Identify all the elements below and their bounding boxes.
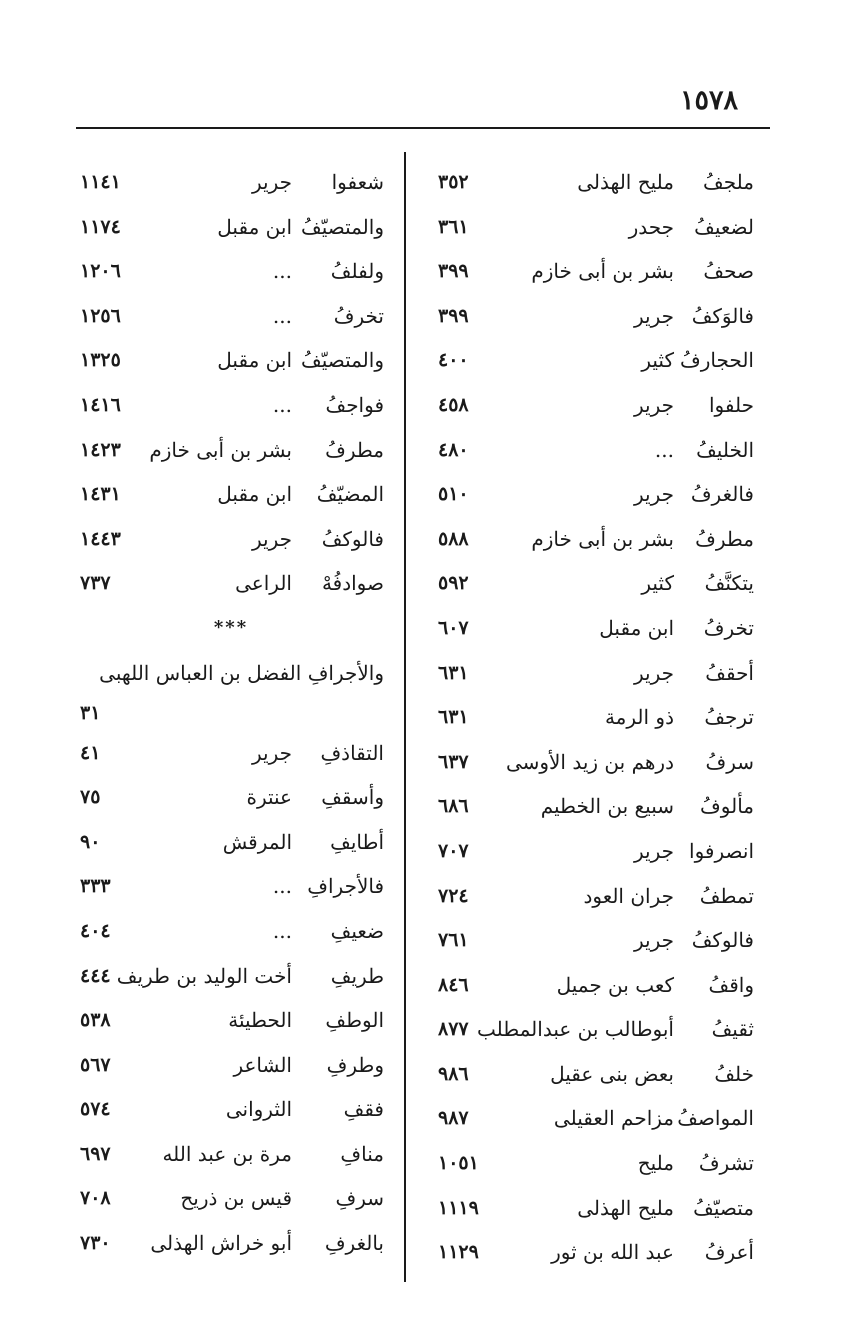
poet-name: سبيع بن الخطيم bbox=[540, 794, 674, 819]
poet-name: قيس بن ذريح bbox=[180, 1186, 292, 1211]
poet-name: الشاعر bbox=[233, 1052, 292, 1077]
index-entry bbox=[72, 956, 390, 1001]
full-line-text: والأجرافِ الفضل بن العباس اللهبى bbox=[99, 660, 384, 685]
index-entry bbox=[72, 385, 390, 430]
rhyme-word: يتكنَّفُ bbox=[704, 571, 754, 596]
poet-name: ... bbox=[654, 437, 674, 462]
page-reference: ١١٧٤ bbox=[80, 215, 121, 238]
rhyme-word: فالأجرافِ bbox=[307, 874, 384, 899]
index-entry bbox=[430, 831, 760, 876]
poet-name: جران العود bbox=[583, 883, 674, 908]
poet-name: جرير bbox=[252, 740, 292, 765]
index-entry bbox=[430, 385, 760, 430]
page-reference: ٤٠٤ bbox=[80, 919, 111, 942]
rhyme-word: شعفوا bbox=[331, 170, 384, 194]
rhyme-word: وطرفِ bbox=[326, 1052, 384, 1077]
page-reference: ٤٥٨ bbox=[438, 393, 469, 416]
poet-name: جرير bbox=[634, 303, 674, 328]
poet-name: جرير bbox=[634, 928, 674, 953]
index-entry bbox=[72, 430, 390, 475]
index-entry bbox=[72, 519, 390, 564]
page-reference: ٦٣١ bbox=[438, 661, 469, 684]
poet-name: كثير bbox=[641, 348, 674, 373]
page-reference: ٦٩٧ bbox=[80, 1142, 111, 1165]
header-rule bbox=[76, 127, 770, 129]
poet-name: المرقش bbox=[222, 829, 292, 854]
index-entry bbox=[430, 430, 760, 475]
rhyme-word: فقفِ bbox=[343, 1097, 384, 1122]
full-line-number: ٣١ bbox=[80, 701, 101, 724]
poet-name: بشر بن أبى خازم bbox=[531, 526, 674, 551]
poet-name: بشر بن أبى خازم bbox=[531, 259, 674, 284]
rhyme-word: واقفُ bbox=[708, 972, 754, 997]
index-entry bbox=[72, 1178, 390, 1223]
rhyme-word: ثقيفُ bbox=[711, 1017, 754, 1042]
rhyme-word: انصرفوا bbox=[689, 838, 754, 863]
page-reference: ٨٧٧ bbox=[438, 1018, 469, 1041]
poet-name: ... bbox=[272, 918, 292, 943]
page-reference: ٥١٠ bbox=[438, 483, 469, 506]
rhyme-word: ولفلفُ bbox=[330, 259, 384, 284]
section-separator: *** bbox=[213, 616, 249, 638]
poet-name: الثروانى bbox=[225, 1097, 292, 1122]
poet-name: ابن مقبل bbox=[217, 214, 292, 239]
index-entry bbox=[430, 1098, 760, 1143]
index-entry bbox=[72, 822, 390, 867]
poet-name: ابن مقبل bbox=[217, 482, 292, 507]
rhyme-word: فالوكفُ bbox=[691, 928, 754, 953]
index-entry bbox=[72, 1134, 390, 1179]
poet-name: درهم بن زيد الأوسى bbox=[505, 749, 674, 774]
index-entry bbox=[430, 697, 760, 742]
page-reference: ٤١ bbox=[80, 741, 101, 764]
rhyme-word: منافِ bbox=[340, 1141, 384, 1166]
page-reference: ٣٦١ bbox=[438, 215, 469, 238]
index-entry bbox=[72, 1000, 390, 1045]
page-reference: ١٤٣١ bbox=[80, 483, 121, 506]
page-reference: ٧٦١ bbox=[438, 929, 469, 952]
left-column-bottom-entries bbox=[72, 733, 390, 1268]
page-reference: ١٢٥٦ bbox=[80, 304, 121, 327]
poet-name: بعض بنى عقيل bbox=[550, 1061, 674, 1086]
page-reference: ٤٤٤ bbox=[80, 964, 111, 987]
rhyme-word: فالوَكفُ bbox=[691, 303, 754, 328]
rhyme-word: أطايفِ bbox=[330, 829, 384, 854]
page-reference: ٦٣١ bbox=[438, 706, 469, 729]
rhyme-word: ضعيفِ bbox=[330, 918, 384, 943]
index-entry bbox=[72, 911, 390, 956]
index-entry bbox=[72, 207, 390, 252]
index-entry bbox=[72, 733, 390, 778]
rhyme-word: الخليفُ bbox=[696, 437, 754, 462]
index-entry bbox=[72, 1045, 390, 1090]
index-entry bbox=[430, 1054, 760, 1099]
rhyme-word: سرفِ bbox=[335, 1186, 384, 1211]
full-line-entry bbox=[72, 653, 390, 733]
poet-name: الحطيئة bbox=[228, 1008, 292, 1033]
index-entry bbox=[430, 1009, 760, 1054]
poet-name: مزاحم العقيلى bbox=[553, 1106, 674, 1131]
rhyme-word: ملجفُ bbox=[703, 170, 754, 194]
page-reference: ٣٣٣ bbox=[80, 875, 111, 898]
poet-name: مليح الهذلى bbox=[577, 170, 674, 194]
page-reference: ١٢٠٦ bbox=[80, 260, 121, 283]
page-reference: ١٤٢٣ bbox=[80, 438, 121, 461]
rhyme-word: فالوكفُ bbox=[321, 526, 384, 551]
page-reference: ١٤٤٣ bbox=[80, 527, 121, 550]
page-reference: ٧٥ bbox=[80, 786, 101, 809]
page-reference: ٩٨٧ bbox=[438, 1107, 469, 1130]
poet-name: جرير bbox=[634, 838, 674, 863]
index-entry bbox=[72, 251, 390, 296]
poet-name: ... bbox=[272, 259, 292, 284]
poet-name: عبد الله بن ثور bbox=[551, 1240, 674, 1265]
poet-name: جرير bbox=[252, 526, 292, 551]
rhyme-word: متصيّفُ bbox=[693, 1195, 754, 1220]
rhyme-word: والمتصيّفُ bbox=[301, 348, 384, 373]
poet-name: عنترة bbox=[246, 785, 292, 810]
page-reference: ١٤١٦ bbox=[80, 393, 121, 416]
page-reference: ٧٠٧ bbox=[438, 839, 469, 862]
rhyme-word: تخرفُ bbox=[703, 615, 754, 640]
rhyme-word: بالغرفِ bbox=[324, 1231, 384, 1256]
rhyme-word: فواجفُ bbox=[325, 392, 384, 417]
index-entry bbox=[430, 207, 760, 252]
index-entry bbox=[430, 742, 760, 787]
rhyme-word: مطرفُ bbox=[695, 526, 754, 551]
poet-name: كثير bbox=[641, 571, 674, 596]
poet-name: ابن مقبل bbox=[217, 348, 292, 373]
page-reference: ٣٩٩ bbox=[438, 260, 469, 283]
page-reference: ٦٣٧ bbox=[438, 750, 469, 773]
page-reference: ٣٩٩ bbox=[438, 304, 469, 327]
rhyme-word: صوادفُهْ bbox=[321, 571, 384, 596]
page-reference: ٥٩٢ bbox=[438, 572, 469, 595]
poet-name: ذو الرمة bbox=[604, 705, 674, 730]
rhyme-word: المواصفُ bbox=[677, 1106, 754, 1131]
index-entry bbox=[430, 786, 760, 831]
index-entry bbox=[72, 777, 390, 822]
page-reference: ٩٠ bbox=[80, 830, 101, 853]
rhyme-word: صحفُ bbox=[703, 259, 754, 284]
page-reference: ٨٤٦ bbox=[438, 973, 469, 996]
index-entry bbox=[430, 920, 760, 965]
index-entry bbox=[430, 251, 760, 296]
page-reference: ٧٣٧ bbox=[80, 572, 111, 595]
index-entry bbox=[430, 340, 760, 385]
poet-name: أبو خراش الهذلى bbox=[150, 1231, 292, 1256]
index-entry bbox=[430, 474, 760, 519]
right-column bbox=[430, 162, 760, 1277]
poet-name: جرير bbox=[252, 170, 292, 194]
rhyme-word: حلفوا bbox=[709, 392, 754, 417]
index-entry bbox=[430, 563, 760, 608]
page-reference: ٥٧٤ bbox=[80, 1098, 111, 1121]
poet-name: جرير bbox=[634, 392, 674, 417]
poet-name: أبوطالب بن عبدالمطلب bbox=[476, 1017, 674, 1042]
index-entry bbox=[430, 296, 760, 341]
index-entry bbox=[72, 340, 390, 385]
rhyme-word: أعرفُ bbox=[704, 1240, 754, 1265]
rhyme-word: التقاذفِ bbox=[320, 740, 384, 765]
page-reference: ١١٤١ bbox=[80, 171, 121, 193]
page-reference: ٥٣٨ bbox=[80, 1009, 111, 1032]
page-reference: ٧٢٤ bbox=[438, 884, 469, 907]
index-entry bbox=[72, 474, 390, 519]
page-reference: ٦٨٦ bbox=[438, 795, 469, 818]
poet-name: مرة بن عبد الله bbox=[162, 1141, 292, 1166]
index-entry bbox=[430, 653, 760, 698]
rhyme-word: الوطفِ bbox=[325, 1008, 384, 1033]
page-reference: ٤٠٠ bbox=[438, 349, 469, 372]
rhyme-word: وأسقفِ bbox=[321, 785, 384, 810]
index-entry bbox=[430, 965, 760, 1010]
poet-name: مليح bbox=[637, 1151, 674, 1176]
poet-name: ابن مقبل bbox=[599, 615, 674, 640]
poet-name: كعب بن جميل bbox=[556, 972, 674, 997]
poet-name: ... bbox=[272, 874, 292, 899]
rhyme-word: فالغرفُ bbox=[690, 482, 754, 507]
poet-name: بشر بن أبى خازم bbox=[149, 437, 292, 462]
poet-name: مليح الهذلى bbox=[577, 1195, 674, 1220]
page-reference: ١١٢٩ bbox=[438, 1241, 479, 1264]
index-entry bbox=[72, 563, 390, 608]
index-entry bbox=[72, 296, 390, 341]
index-entry bbox=[72, 866, 390, 911]
rhyme-word: طريفِ bbox=[330, 963, 384, 988]
page-reference: ٥٦٧ bbox=[80, 1053, 111, 1076]
index-entry bbox=[72, 162, 390, 207]
page-reference: ٤٨٠ bbox=[438, 438, 469, 461]
page-reference: ٣٥٢ bbox=[438, 171, 469, 193]
rhyme-word: خلفُ bbox=[714, 1061, 754, 1086]
page-reference: ٧٣٠ bbox=[80, 1232, 111, 1255]
rhyme-word: مألوفُ bbox=[700, 794, 754, 819]
rhyme-word: مطرفُ bbox=[325, 437, 384, 462]
poet-name: ... bbox=[272, 392, 292, 417]
page-reference: ١١١٩ bbox=[438, 1196, 479, 1219]
rhyme-word: والمتصيّفُ bbox=[301, 214, 384, 239]
page-reference: ٧٠٨ bbox=[80, 1187, 111, 1210]
poet-name: جرير bbox=[634, 482, 674, 507]
index-entry bbox=[430, 1232, 760, 1277]
page-reference: ١٣٢٥ bbox=[80, 349, 121, 372]
index-entry bbox=[430, 1188, 760, 1233]
page-reference: ٥٨٨ bbox=[438, 527, 469, 550]
index-entry bbox=[430, 1143, 760, 1188]
rhyme-word: تشرفُ bbox=[698, 1151, 754, 1176]
rhyme-word: المضيّفُ bbox=[316, 482, 384, 507]
poet-name: جرير bbox=[634, 660, 674, 685]
poet-name: جحدر bbox=[628, 214, 674, 239]
index-entry bbox=[72, 1223, 390, 1268]
page-reference: ٩٨٦ bbox=[438, 1062, 469, 1085]
index-entry bbox=[430, 876, 760, 921]
rhyme-word: تمطفُ bbox=[699, 883, 754, 908]
left-column bbox=[72, 162, 390, 1268]
index-entry bbox=[72, 1089, 390, 1134]
index-entry bbox=[430, 608, 760, 653]
rhyme-word: تخرفُ bbox=[333, 303, 384, 328]
page-reference: ١٠٥١ bbox=[438, 1152, 479, 1175]
rhyme-word: أحقفُ bbox=[705, 660, 754, 685]
index-entry bbox=[430, 162, 760, 207]
column-divider bbox=[404, 152, 406, 1282]
left-column-top-entries bbox=[72, 162, 390, 608]
poet-name: الراعى bbox=[235, 571, 292, 596]
rhyme-word: ترجفُ bbox=[704, 705, 754, 730]
rhyme-word: الحجارفُ bbox=[680, 348, 754, 373]
rhyme-word: سرفُ bbox=[705, 749, 754, 774]
index-entry bbox=[430, 519, 760, 564]
poet-name: أخت الوليد بن طريف bbox=[116, 963, 292, 988]
poet-name: ... bbox=[272, 303, 292, 328]
page-reference: ٦٠٧ bbox=[438, 616, 469, 639]
rhyme-word: لضعيفُ bbox=[694, 214, 754, 239]
page-number: ١٥٧٨ bbox=[679, 85, 738, 116]
